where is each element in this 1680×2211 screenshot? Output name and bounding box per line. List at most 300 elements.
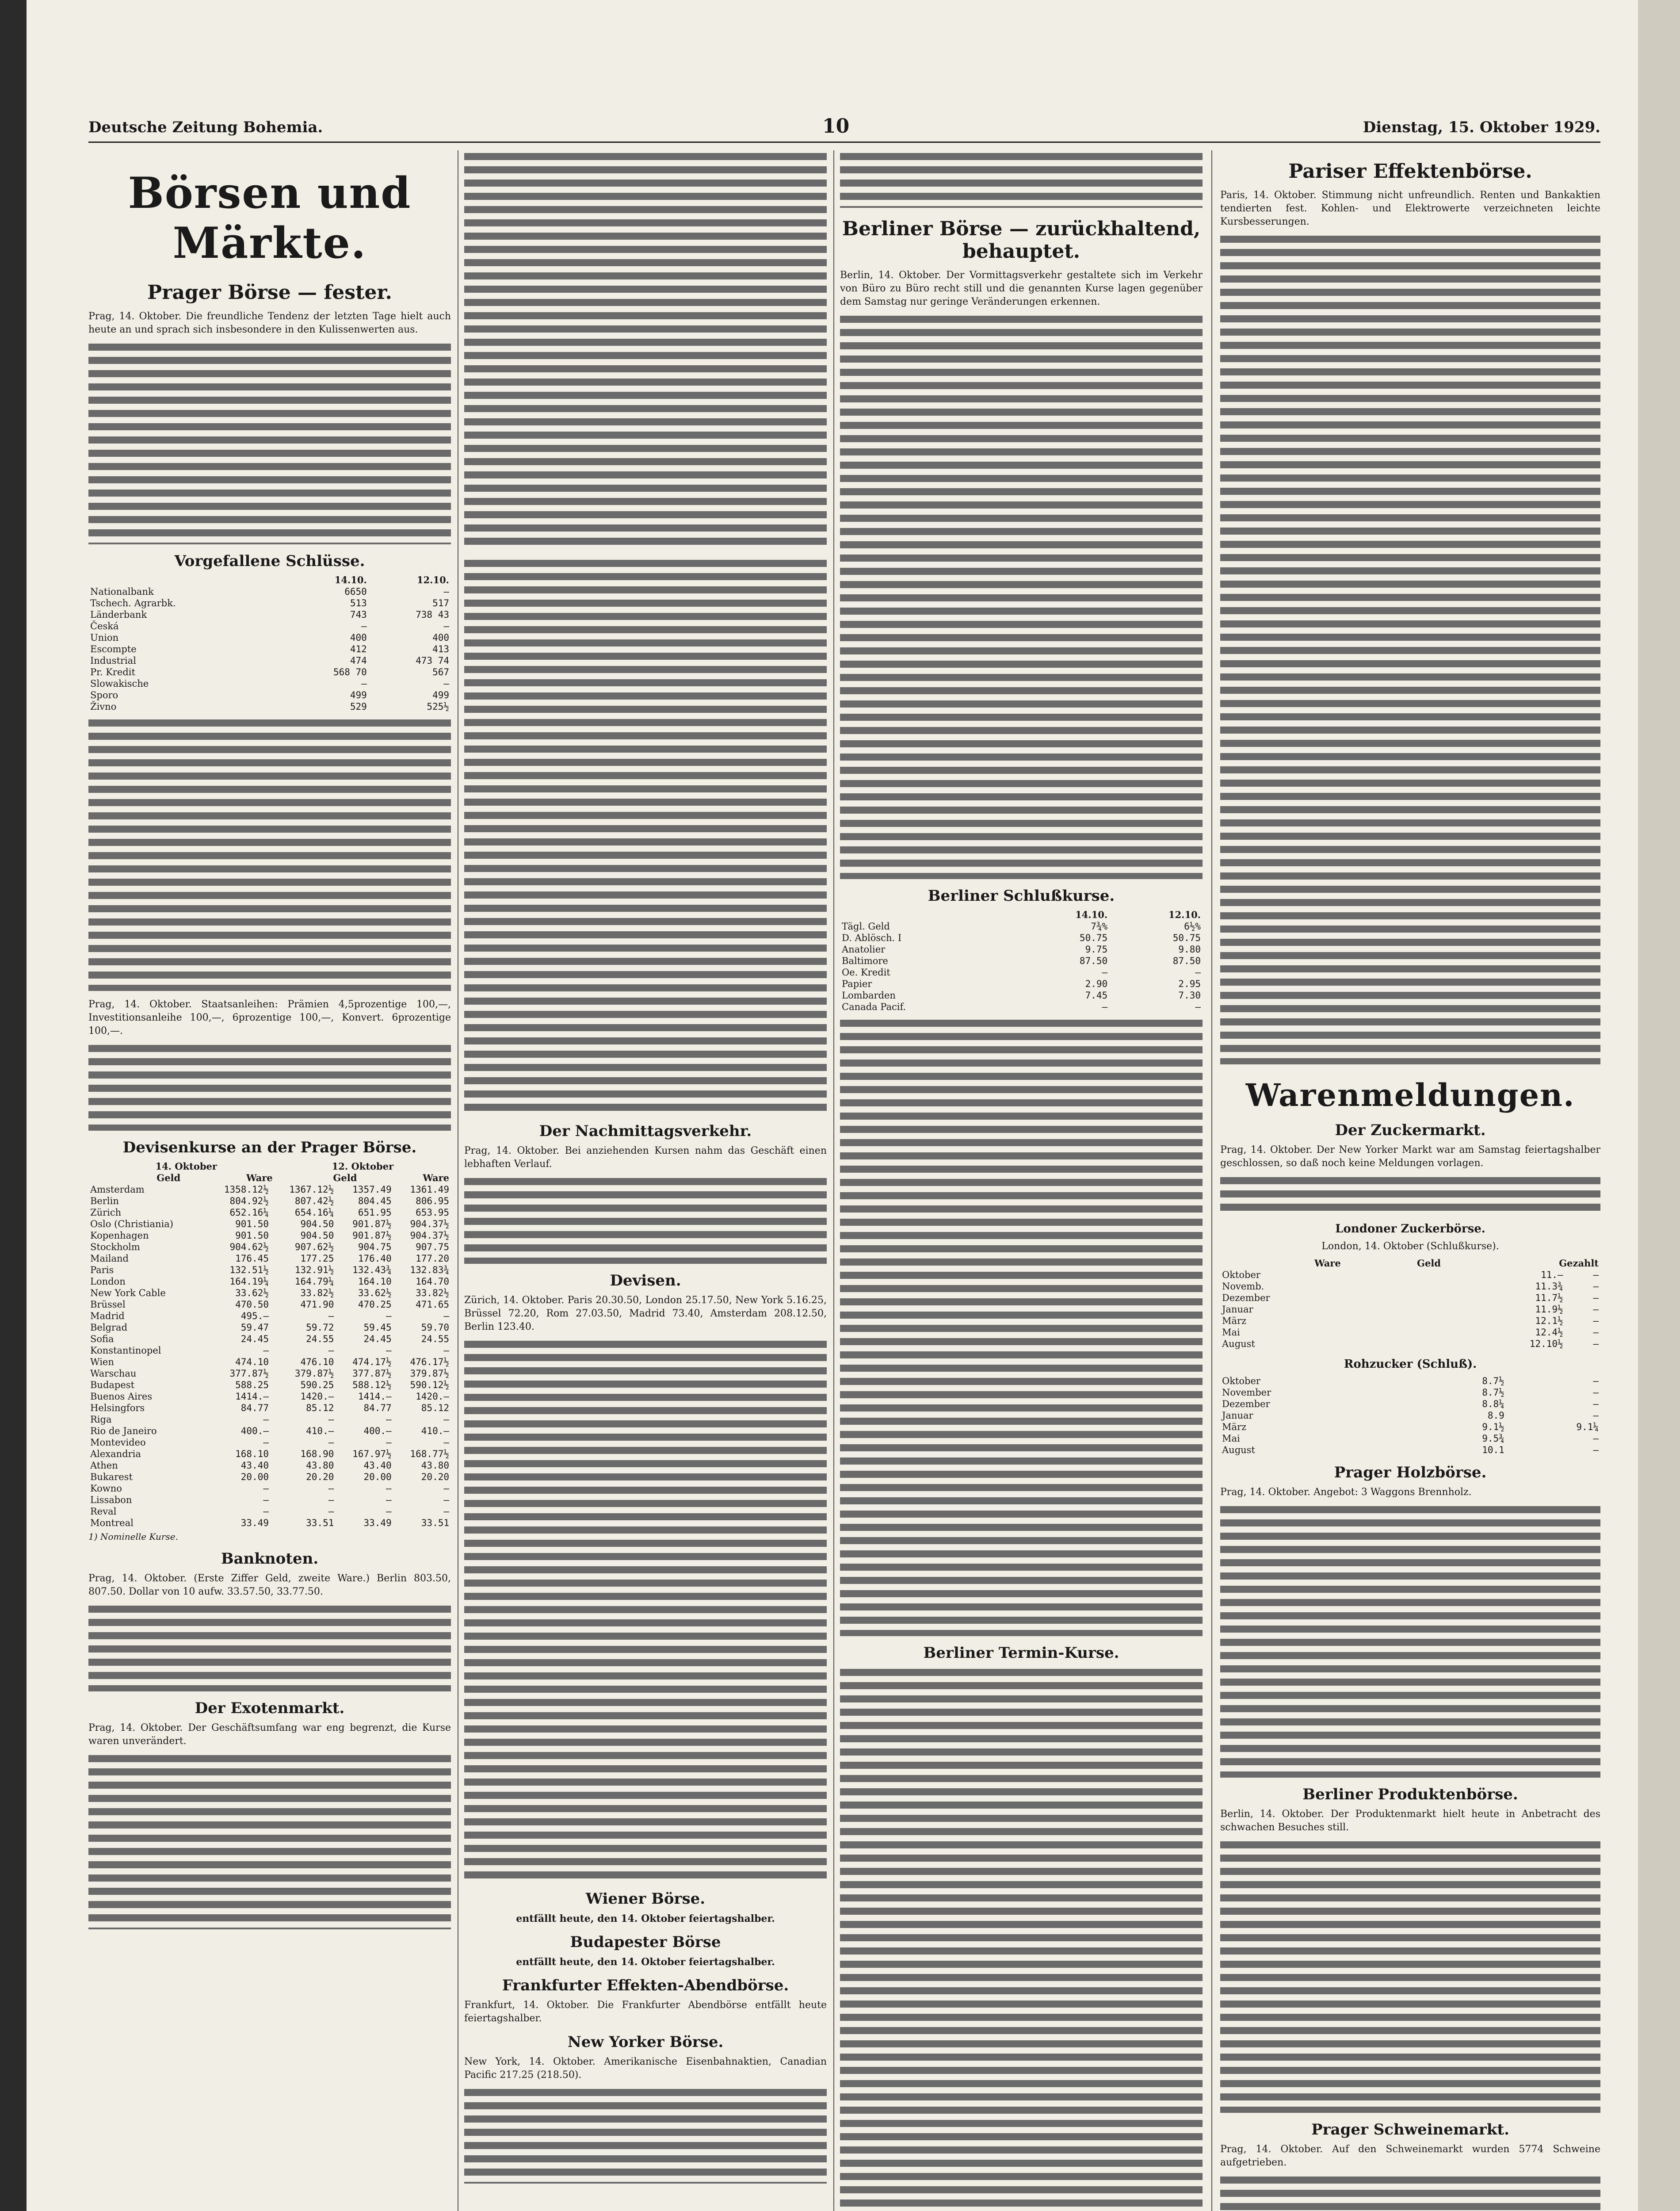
table-row <box>1220 1338 1600 1350</box>
row-label: Buenos Aires <box>90 1391 153 1402</box>
table-row <box>1220 1315 1600 1327</box>
cell-value: — <box>328 1437 334 1448</box>
cell-value: 590.25 <box>300 1380 334 1390</box>
table-row <box>88 1253 451 1264</box>
cell-value: — <box>1593 1410 1599 1421</box>
body-text-block <box>88 1603 451 1691</box>
table-row <box>88 1310 451 1322</box>
row-label: Oslo (Christiania) <box>90 1219 173 1229</box>
cell-value: 20.00 <box>363 1472 392 1482</box>
cell-value: 132.91½ <box>294 1265 334 1275</box>
budapester-title: Budapester Börse <box>570 1933 721 1951</box>
body-text-block <box>1220 1503 1600 1778</box>
table-row <box>88 1218 451 1230</box>
cell-value: 470.50 <box>235 1299 269 1310</box>
cell-value: 168.10 <box>235 1449 269 1459</box>
cell-value: 11.9½ <box>1535 1304 1563 1315</box>
cell-value: 901.87½ <box>352 1219 392 1229</box>
row-label: Stockholm <box>90 1242 140 1252</box>
produkten-text: Berlin, 14. Oktober. Der Produktenmarkt hielt heute in Anbetracht des schwachen Besuches still. <box>1220 1809 1600 1833</box>
cell-value: 470.25 <box>358 1299 392 1310</box>
cell-value: — <box>1593 1445 1599 1455</box>
cell-value: 901.50 <box>235 1219 269 1229</box>
cell-value: — <box>443 1495 449 1505</box>
table-row <box>1220 1281 1600 1292</box>
row-label: Januar <box>1222 1304 1253 1315</box>
devisenkurse-table: 14. Oktober 12. Oktober Geld Ware Geld Ware <box>88 1161 451 1184</box>
cell-value: — <box>1593 1270 1599 1280</box>
cell-value: 176.40 <box>358 1253 392 1264</box>
table-row <box>88 1425 451 1437</box>
cell-value: — <box>263 1345 269 1356</box>
cell-value: 177.20 <box>416 1253 449 1264</box>
cell-value: — <box>386 1483 392 1494</box>
cell-value: — <box>443 1345 449 1356</box>
cell-value: 33.49 <box>363 1518 392 1528</box>
row-label: Mai <box>1222 1433 1240 1444</box>
row-label: November <box>1222 1387 1271 1398</box>
cell-value: 904.37½ <box>410 1230 449 1241</box>
table-row <box>88 1483 451 1494</box>
body-text-block <box>464 2086 827 2184</box>
table-row <box>88 1345 451 1356</box>
table-row: Union 400 400 <box>90 632 449 643</box>
table-row: D. Ablösch. I 50.75 50.75 <box>842 933 1201 943</box>
cell-value: 84.77 <box>363 1403 392 1413</box>
cell-value: 8.7½ <box>1482 1376 1504 1386</box>
row-label: August <box>1222 1445 1255 1455</box>
column-4 <box>1220 150 1600 2211</box>
cell-value: 85.12 <box>421 1403 449 1413</box>
cell-value: 168.77½ <box>410 1449 449 1459</box>
table-row <box>88 1506 451 1517</box>
cell-value: 24.45 <box>363 1334 392 1344</box>
table-row <box>1220 1387 1600 1398</box>
rohzucker-title: Rohzucker (Schluß). <box>1344 1358 1477 1371</box>
london-zucker-sub: London, 14. Oktober (Schlußkurse). <box>1321 1241 1499 1252</box>
frankfurter-title: Frankfurter Effekten-Abendbörse. <box>502 1977 789 1994</box>
table-row <box>88 1494 451 1506</box>
body-text-block <box>840 150 1203 208</box>
row-label: Paris <box>90 1265 114 1275</box>
cell-value: 904.37½ <box>410 1219 449 1229</box>
column-rule <box>833 150 834 2211</box>
col-date: 14. Oktober <box>155 1161 217 1172</box>
cell-value: — <box>1593 1339 1599 1349</box>
nachmittag-title: Der Nachmittagsverkehr. <box>539 1122 752 1140</box>
row-label: Lissabon <box>90 1495 132 1505</box>
body-text-block <box>840 313 1203 879</box>
table-row: Česká — — <box>90 621 449 631</box>
column-rule <box>1211 150 1212 2211</box>
banknoten-title: Banknoten. <box>221 1550 319 1568</box>
col-date: 12.10. <box>416 574 449 585</box>
row-label: Helsingfors <box>90 1403 145 1413</box>
devisen-text: Zürich, 14. Oktober. Paris 20.30.50, London 25.17.50, New York 5.16.25, Brüssel 72.20, Rom 27.03.50, Madrid 73.40, Amsterdam 208.12.50, Berlin 123.40. <box>464 1295 827 1332</box>
cell-value: 132.83¾ <box>410 1265 449 1275</box>
table-row: Slowakische — — <box>90 678 449 689</box>
cell-value: — <box>1593 1316 1599 1326</box>
cell-value: — <box>443 1311 449 1321</box>
cell-value: 9.1¼ <box>1576 1422 1599 1432</box>
cell-value: 471.90 <box>300 1299 334 1310</box>
table-row <box>88 1448 451 1460</box>
cell-value: — <box>386 1437 392 1448</box>
cell-value: — <box>443 1437 449 1448</box>
cell-value: 474.17½ <box>352 1357 392 1367</box>
row-label: März <box>1222 1422 1247 1432</box>
cell-value: 177.25 <box>300 1253 334 1264</box>
cell-value: 59.70 <box>421 1322 449 1333</box>
cell-value: 1414.— <box>235 1391 269 1402</box>
zucker-title: Der Zuckermarkt. <box>1335 1121 1486 1139</box>
cell-value: — <box>1593 1281 1599 1292</box>
table-row: Tschech. Agrarbk. 513 517 <box>90 598 449 608</box>
cell-value: — <box>386 1414 392 1425</box>
cell-value: 476.17½ <box>410 1357 449 1367</box>
holz-text: Prag, 14. Oktober. Angebot: 3 Waggons Brennholz. <box>1220 1487 1472 1498</box>
table-row <box>88 1333 451 1345</box>
exotenmarkt-title: Der Exotenmarkt. <box>195 1699 345 1717</box>
row-label: Mai <box>1222 1327 1240 1338</box>
cell-value: 588.12½ <box>352 1380 392 1390</box>
banknoten-text: Prag, 14. Oktober. (Erste Ziffer Geld, zweite Ware.) Berlin 803.50, 807.50. Dollar von 10 aufw. 33.57.50, 33.77.50. <box>88 1573 451 1597</box>
cell-value: 20.00 <box>241 1472 269 1482</box>
cell-value: 164.19¼ <box>229 1276 269 1287</box>
schweine-text: Prag, 14. Oktober. Auf den Schweinemarkt wurden 5774 Schweine aufgetrieben. <box>1220 2144 1600 2168</box>
table-row <box>1220 1421 1600 1433</box>
cell-value: — <box>263 1437 269 1448</box>
cell-value: 377.87½ <box>229 1368 269 1379</box>
cell-value: 84.77 <box>241 1403 269 1413</box>
table-row <box>88 1391 451 1402</box>
cell-value: 495.— <box>241 1311 269 1321</box>
row-label: Alexandria <box>90 1449 141 1459</box>
warenmeldungen-title: Warenmeldungen. <box>1245 1077 1575 1113</box>
cell-value: 1358.12½ <box>224 1184 269 1195</box>
col-date: 14.10. <box>334 574 367 585</box>
cell-value: 654.16¼ <box>294 1207 334 1218</box>
page-number: 10 <box>822 115 850 138</box>
cell-value: 43.40 <box>241 1460 269 1471</box>
cell-value: 410.— <box>306 1426 334 1436</box>
cell-value: — <box>1593 1433 1599 1444</box>
cell-value: 33.49 <box>241 1518 269 1528</box>
table-block <box>840 1666 1203 2211</box>
table-row <box>88 1287 451 1299</box>
row-label: Zürich <box>90 1207 122 1218</box>
table-row: Baltimore 87.50 87.50 <box>842 956 1201 966</box>
cell-value: — <box>328 1345 334 1356</box>
row-label: Sofia <box>90 1334 114 1344</box>
row-label: Amsterdam <box>90 1184 145 1195</box>
cell-value: 8.8¼ <box>1482 1399 1504 1409</box>
column-1 <box>88 150 451 2211</box>
frankfurter-text: Frankfurt, 14. Oktober. Die Frankfurter Abendbörse entfällt heute feiertagshalber. <box>464 2000 827 2024</box>
cell-value: — <box>328 1495 334 1505</box>
cell-value: 164.79¼ <box>294 1276 334 1287</box>
cell-value: 901.50 <box>235 1230 269 1241</box>
holz-title: Prager Holzbörse. <box>1334 1464 1487 1481</box>
table-row <box>88 1276 451 1287</box>
cell-value: 907.62½ <box>294 1242 334 1252</box>
row-label: Brüssel <box>90 1299 126 1310</box>
cell-value: 85.12 <box>306 1403 334 1413</box>
cell-value: — <box>386 1495 392 1505</box>
body-text-block <box>88 341 451 544</box>
cell-value: — <box>1593 1387 1599 1398</box>
issue-date: Dienstag, 15. Oktober 1929. <box>1363 119 1600 136</box>
cell-value: 651.95 <box>358 1207 392 1218</box>
table-row: Escompte 412 413 <box>90 644 449 654</box>
cell-value: 24.45 <box>241 1334 269 1344</box>
table-row <box>88 1299 451 1310</box>
berliner-text: Berlin, 14. Oktober. Der Vormittagsverkehr gestaltete sich im Verkehr von Büro zu Büro recht still und die genannten Kurse lagen gegenüber dem Samstag nur geringe Veränderungen erkennen. <box>840 270 1203 307</box>
devisen-title: Devisen. <box>610 1272 681 1289</box>
cell-value: 804.92½ <box>229 1196 269 1206</box>
prager-boerse-lead: Prag, 14. Oktober. Die freundliche Tendenz der letzten Tage hielt auch heute an und sprach sich insbesondere in den Kulissenwerten aus. <box>88 311 451 335</box>
rohzucker-table <box>1220 1375 1600 1456</box>
table-continued <box>840 1017 1203 1636</box>
table-row <box>1220 1375 1600 1387</box>
paper-name: Deutsche Zeitung Bohemia. <box>88 119 323 136</box>
zucker-table-head: Ware Geld Gezahlt <box>1314 1258 1599 1269</box>
cell-value: 33.62½ <box>358 1288 392 1298</box>
body-text-block <box>464 1175 827 1264</box>
column-2 <box>464 150 827 2211</box>
cell-value: 1420.— <box>416 1391 449 1402</box>
pariser-title: Pariser Effektenbörse. <box>1288 160 1532 183</box>
cell-value: — <box>1593 1376 1599 1386</box>
table-row <box>1220 1269 1600 1281</box>
cell-value: 806.95 <box>416 1196 449 1206</box>
table-row <box>88 1471 451 1483</box>
cell-value: 9.5¾ <box>1482 1433 1504 1444</box>
newyork-text: New York, 14. Oktober. Amerikanische Eisenbahnaktien, Canadian Pacific 217.25 (218.50). <box>464 2056 827 2081</box>
row-label: Kopenhagen <box>90 1230 149 1241</box>
cell-value: 1367.12½ <box>289 1184 334 1195</box>
devisenkurse-title: Devisenkurse an der Prager Börse. <box>122 1139 417 1156</box>
row-label: Dezember <box>1222 1399 1270 1409</box>
table-row <box>88 1437 451 1448</box>
cell-value: — <box>386 1506 392 1517</box>
row-label: März <box>1222 1316 1247 1326</box>
row-label: Madrid <box>90 1311 125 1321</box>
table-row <box>88 1379 451 1391</box>
cell-value: 400.— <box>241 1426 269 1436</box>
row-label: Dezember <box>1222 1293 1270 1303</box>
london-zucker-title: Londoner Zuckerbörse. <box>1335 1222 1485 1236</box>
cell-value: 33.51 <box>306 1518 334 1528</box>
cell-value: 1420.— <box>300 1391 334 1402</box>
body-text-block <box>88 1042 451 1131</box>
cell-value: 11.7½ <box>1535 1293 1563 1303</box>
row-label: Rio de Janeiro <box>90 1426 157 1436</box>
cell-value: 804.45 <box>358 1196 392 1206</box>
cell-value: 8.9 <box>1487 1410 1504 1421</box>
row-label: Warschau <box>90 1368 137 1379</box>
cell-value: 653.95 <box>416 1207 449 1218</box>
table-row: Sporo 499 499 <box>90 690 449 700</box>
row-label: Reval <box>90 1506 117 1517</box>
table-row <box>88 1356 451 1368</box>
cell-value: — <box>328 1506 334 1517</box>
berliner-title: Berliner Börse — zurückhaltend, behauptet. <box>842 218 1201 263</box>
table-row: Oe. Kredit — — <box>842 967 1201 978</box>
cell-value: — <box>263 1506 269 1517</box>
cell-value: — <box>263 1414 269 1425</box>
scan-edge-right <box>1638 0 1680 2211</box>
table-row <box>88 1184 451 1195</box>
table-block <box>464 557 827 1114</box>
cell-value: 12.1½ <box>1535 1316 1563 1326</box>
table-row <box>88 1195 451 1207</box>
table-row <box>88 1322 451 1333</box>
cell-value: 43.80 <box>306 1460 334 1471</box>
wiener-text: entfällt heute, den 14. Oktober feiertagshalber. <box>516 1913 775 1924</box>
row-label: Berlin <box>90 1196 119 1206</box>
cell-value: — <box>328 1483 334 1494</box>
cell-value: 904.50 <box>300 1219 334 1229</box>
cell-value: 907.75 <box>416 1242 449 1252</box>
table-row: Länderbank 743 738 43 <box>90 609 449 620</box>
table-row <box>88 1241 451 1253</box>
page-header <box>88 115 1600 143</box>
cell-value: — <box>443 1414 449 1425</box>
row-label: Novemb. <box>1222 1281 1264 1292</box>
table-row <box>1220 1433 1600 1444</box>
body-text-block <box>88 1752 451 1929</box>
row-label: Mailand <box>90 1253 129 1264</box>
row-label: Januar <box>1222 1410 1253 1421</box>
table-row <box>88 1402 451 1414</box>
row-label: Wien <box>90 1357 114 1367</box>
cell-value: 904.75 <box>358 1242 392 1252</box>
table-row <box>88 1414 451 1425</box>
table-row <box>88 1207 451 1218</box>
table-row <box>88 1264 451 1276</box>
body-text-block <box>1220 233 1600 1064</box>
newspaper-page <box>88 102 1600 2211</box>
termin-title: Berliner Termin-Kurse. <box>923 1644 1119 1662</box>
cell-value: 59.45 <box>363 1322 392 1333</box>
cell-value: 24.55 <box>306 1334 334 1344</box>
row-label: Montevideo <box>90 1437 146 1448</box>
table-row: Canada Pacif. — — <box>842 1002 1201 1012</box>
newyork-title: New Yorker Börse. <box>567 2033 724 2051</box>
body-text-block <box>1220 1839 1600 2113</box>
pariser-text: Paris, 14. Oktober. Stimmung nicht unfreundlich. Renten und Bankaktien tendierten fest. Kohlen- und Elektrowerte verzeichneten leichte Kursbesserungen. <box>1220 190 1600 227</box>
berliner-schluss-table: 14.10. 12.10. Tägl. Geld 7¾% 6½% D. Ablösch. I 50.75 50.75 Anatolier 9.75 9.80 Baltimore 87.50 87.50 Oe. Kredit — — Papier 2.90 2.95 Lombarden 7.45 7.30 Canada Pacif. — — <box>840 909 1203 1013</box>
body-text-block <box>1220 1174 1600 1214</box>
wiener-title: Wiener Börse. <box>585 1890 706 1908</box>
cell-value: — <box>386 1311 392 1321</box>
cell-value: — <box>1593 1304 1599 1315</box>
table-row: Papier 2.90 2.95 <box>842 979 1201 989</box>
exotenmarkt-text: Prag, 14. Oktober. Der Geschäftsumfang war eng begrenzt, die Kurse waren unverändert. <box>88 1722 451 1747</box>
cell-value: — <box>443 1483 449 1494</box>
schweine-title: Prager Schweinemarkt. <box>1311 2121 1509 2138</box>
cell-value: 901.87½ <box>352 1230 392 1241</box>
table-row <box>88 1460 451 1471</box>
produkten-title: Berliner Produktenbörse. <box>1302 1786 1518 1803</box>
row-label: August <box>1222 1339 1255 1349</box>
scan-edge-left <box>0 0 27 2211</box>
cell-value: 132.43¾ <box>352 1265 392 1275</box>
berliner-schluss-title: Berliner Schlußkurse. <box>928 887 1115 905</box>
table-row <box>88 1230 451 1241</box>
body-text-block <box>464 150 827 548</box>
row-label: Oktober <box>1222 1376 1260 1386</box>
cell-value: 59.72 <box>306 1322 334 1333</box>
cell-value: 904.50 <box>300 1230 334 1241</box>
table-row <box>88 1368 451 1379</box>
cell-value: 33.82½ <box>300 1288 334 1298</box>
cell-value: — <box>1593 1399 1599 1409</box>
nachmittag-text: Prag, 14. Oktober. Bei anziehenden Kursen nahm das Geschäft einen lebhaften Verlauf. <box>464 1145 827 1170</box>
cell-value: 11.— <box>1541 1270 1563 1280</box>
cell-value: 588.25 <box>235 1380 269 1390</box>
table-row: Tägl. Geld 7¾% 6½% <box>842 921 1201 932</box>
row-label: Belgrad <box>90 1322 128 1333</box>
cell-value: 652.16¼ <box>229 1207 269 1218</box>
cell-value: 164.70 <box>416 1276 449 1287</box>
cell-value: 11.3¾ <box>1535 1281 1563 1292</box>
row-label: Budapest <box>90 1380 135 1390</box>
cell-value: 132.51½ <box>229 1265 269 1275</box>
zucker-table <box>1220 1269 1600 1350</box>
cell-value: 20.20 <box>306 1472 334 1482</box>
cell-value: — <box>386 1345 392 1356</box>
cell-value: — <box>328 1311 334 1321</box>
cell-value: 1414.— <box>358 1391 392 1402</box>
table-row <box>1220 1304 1600 1315</box>
cell-value: 9.1½ <box>1482 1422 1504 1432</box>
row-label: Konstantinopel <box>90 1345 161 1356</box>
cell-value: 12.10½ <box>1529 1339 1563 1349</box>
table-row: Lombarden 7.45 7.30 <box>842 990 1201 1001</box>
cell-value: 590.12½ <box>410 1380 449 1390</box>
row-label: London <box>90 1276 126 1287</box>
cell-value: 1361.49 <box>410 1184 449 1195</box>
row-label: Oktober <box>1222 1270 1260 1280</box>
cell-value: 43.40 <box>363 1460 392 1471</box>
row-label: Bukarest <box>90 1472 133 1482</box>
cell-value: 168.90 <box>300 1449 334 1459</box>
row-label: Kowno <box>90 1483 122 1494</box>
column-3 <box>840 150 1203 2211</box>
table-row <box>1220 1444 1600 1456</box>
table-row: Industrial 474 473 74 <box>90 655 449 666</box>
cell-value: 12.4½ <box>1535 1327 1563 1338</box>
cell-value: 59.47 <box>241 1322 269 1333</box>
cell-value: 904.62½ <box>229 1242 269 1252</box>
budapester-text: entfällt heute, den 14. Oktober feiertagshalber. <box>516 1956 775 1968</box>
body-text-block <box>464 1338 827 1882</box>
cell-value: — <box>1593 1327 1599 1338</box>
cell-value: 476.10 <box>300 1357 334 1367</box>
cell-value: 10.1 <box>1482 1445 1504 1455</box>
cell-value: 33.82½ <box>416 1288 449 1298</box>
cell-value: 400.— <box>363 1426 392 1436</box>
cell-value: 164.10 <box>358 1276 392 1287</box>
row-label: Montreal <box>90 1518 134 1528</box>
cell-value: — <box>263 1495 269 1505</box>
footnote: 1) Nominelle Kurse. <box>88 1531 178 1542</box>
table-row <box>88 1517 451 1529</box>
col-date: 12. Oktober <box>332 1161 394 1172</box>
table-row: Pr. Kredit 568 70 567 <box>90 667 449 677</box>
